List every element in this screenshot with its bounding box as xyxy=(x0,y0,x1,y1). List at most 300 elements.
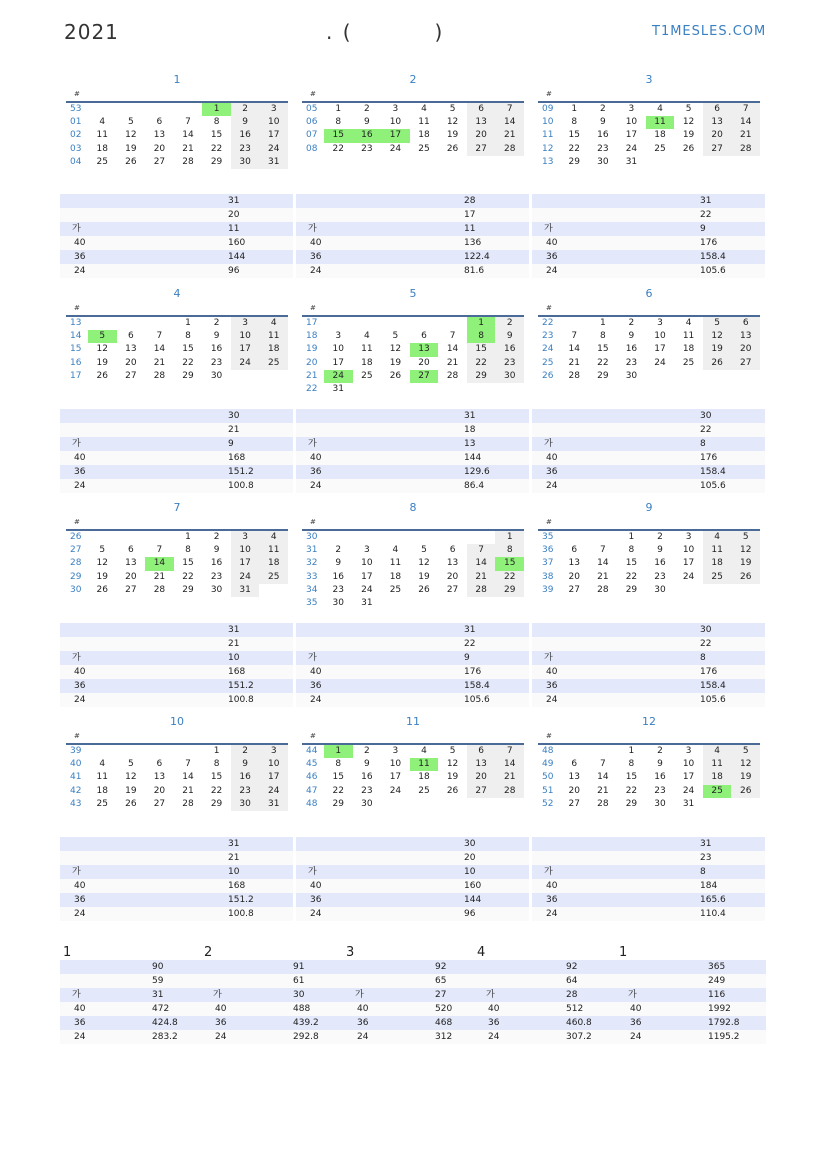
day-cell[interactable]: 5 xyxy=(731,531,760,544)
day-cell[interactable]: 12 xyxy=(731,544,760,557)
day-cell[interactable]: 16 xyxy=(210,558,223,569)
day-cell[interactable]: 24 xyxy=(231,571,260,584)
day-cell[interactable]: 20 xyxy=(418,357,430,368)
day-cell[interactable]: 12 xyxy=(96,558,108,569)
day-cell[interactable]: 29 xyxy=(210,798,223,809)
day-cell[interactable]: 8 xyxy=(495,544,524,557)
day-cell[interactable]: 24 xyxy=(389,143,402,154)
day-cell[interactable]: 16 xyxy=(361,772,373,783)
day-cell[interactable]: 7 xyxy=(467,544,496,557)
day-cell[interactable]: 13 xyxy=(731,330,760,343)
day-cell[interactable]: 3 xyxy=(259,745,288,758)
day-cell[interactable]: 10 xyxy=(654,331,666,342)
day-cell[interactable]: 10 xyxy=(682,759,695,770)
day-cell[interactable]: 13 xyxy=(568,772,580,783)
day-cell[interactable]: 22 xyxy=(625,571,638,582)
day-cell[interactable]: 22 xyxy=(495,571,524,584)
day-cell[interactable]: 16 xyxy=(495,343,524,356)
day-cell[interactable]: 17 xyxy=(361,571,373,582)
day-cell[interactable]: 2 xyxy=(363,746,370,756)
day-cell[interactable]: 22 xyxy=(210,143,223,154)
day-cell[interactable]: 5 xyxy=(127,759,134,770)
day-cell[interactable]: 21 xyxy=(153,357,166,368)
day-cell[interactable]: 3 xyxy=(259,103,288,116)
day-cell[interactable]: 27 xyxy=(568,584,580,595)
day-cell[interactable]: 6 xyxy=(571,545,578,556)
day-cell[interactable]: 1 xyxy=(599,318,606,328)
day-cell[interactable]: 6 xyxy=(467,103,496,116)
day-cell[interactable]: 21 xyxy=(495,771,524,784)
day-cell[interactable]: 27 xyxy=(153,798,166,809)
day-cell[interactable]: 19 xyxy=(446,772,459,783)
day-cell[interactable]: 5 xyxy=(127,117,134,128)
day-cell[interactable]: 25 xyxy=(259,571,288,584)
day-cell[interactable]: 18 xyxy=(96,143,108,154)
day-cell[interactable]: 17 xyxy=(682,558,695,569)
day-cell[interactable]: 19 xyxy=(731,771,760,784)
day-cell[interactable]: 21 xyxy=(467,571,496,584)
day-cell[interactable]: 13 xyxy=(410,343,439,356)
day-cell[interactable]: 18 xyxy=(259,557,288,570)
day-cell[interactable]: 3 xyxy=(392,746,399,756)
day-cell[interactable]: 23 xyxy=(361,143,373,154)
day-cell[interactable]: 21 xyxy=(153,571,166,582)
day-cell[interactable]: 22 xyxy=(467,357,496,370)
day-cell[interactable]: 7 xyxy=(156,331,163,342)
day-cell[interactable]: 14 xyxy=(182,772,194,783)
day-cell[interactable]: 4 xyxy=(259,317,288,330)
day-cell[interactable]: 11 xyxy=(96,772,108,783)
day-cell[interactable]: 25 xyxy=(703,785,732,798)
day-cell[interactable]: 22 xyxy=(625,785,638,796)
day-cell[interactable]: 7 xyxy=(495,103,524,116)
day-cell[interactable]: 16 xyxy=(332,571,344,582)
day-cell[interactable]: 18 xyxy=(259,343,288,356)
day-cell[interactable]: 26 xyxy=(446,785,459,796)
day-cell[interactable]: 10 xyxy=(231,544,260,557)
day-cell[interactable]: 25 xyxy=(703,571,732,584)
day-cell[interactable]: 16 xyxy=(654,558,666,569)
day-cell[interactable]: 24 xyxy=(259,143,288,156)
day-cell[interactable]: 24 xyxy=(389,785,402,796)
day-cell[interactable]: 7 xyxy=(495,745,524,758)
day-cell[interactable]: 13 xyxy=(153,772,166,783)
day-cell[interactable]: 22 xyxy=(182,571,194,582)
day-cell[interactable]: 29 xyxy=(182,584,194,595)
day-cell[interactable]: 3 xyxy=(231,317,260,330)
day-cell[interactable]: 1 xyxy=(335,104,342,114)
day-cell[interactable]: 26 xyxy=(389,370,402,381)
day-cell[interactable]: 3 xyxy=(685,746,692,756)
day-cell[interactable]: 1 xyxy=(467,317,496,330)
day-cell[interactable]: 26 xyxy=(731,785,760,798)
day-cell[interactable]: 14 xyxy=(597,558,609,569)
day-cell[interactable]: 14 xyxy=(182,130,194,141)
day-cell[interactable]: 9 xyxy=(495,330,524,343)
day-cell[interactable]: 5 xyxy=(449,104,456,114)
day-cell[interactable]: 31 xyxy=(332,383,344,394)
day-cell[interactable]: 9 xyxy=(335,558,342,569)
day-cell[interactable]: 31 xyxy=(625,156,638,167)
day-cell[interactable]: 8 xyxy=(628,759,635,770)
day-cell[interactable]: 8 xyxy=(185,331,191,342)
day-cell[interactable]: 16 xyxy=(231,771,260,784)
day-cell[interactable]: 20 xyxy=(153,143,166,154)
day-cell[interactable]: 23 xyxy=(597,143,609,154)
day-cell[interactable]: 8 xyxy=(185,545,191,556)
day-cell[interactable]: 1 xyxy=(202,103,231,116)
day-cell[interactable]: 10 xyxy=(361,558,373,569)
day-cell[interactable]: 2 xyxy=(335,545,342,556)
day-cell[interactable]: 28 xyxy=(495,143,524,156)
day-cell[interactable]: 25 xyxy=(389,584,402,595)
day-cell[interactable]: 5 xyxy=(731,745,760,758)
day-cell[interactable]: 2 xyxy=(599,104,606,114)
day-cell[interactable]: 17 xyxy=(625,130,638,141)
day-cell[interactable]: 14 xyxy=(145,557,174,570)
day-cell[interactable]: 13 xyxy=(568,558,580,569)
day-cell[interactable]: 2 xyxy=(657,532,663,542)
day-cell[interactable]: 21 xyxy=(568,357,580,368)
day-cell[interactable]: 28 xyxy=(467,584,496,597)
day-cell[interactable]: 8 xyxy=(599,331,606,342)
day-cell[interactable]: 12 xyxy=(389,344,402,355)
day-cell[interactable]: 11 xyxy=(96,130,108,141)
day-cell[interactable]: 30 xyxy=(495,370,524,383)
day-cell[interactable]: 15 xyxy=(210,130,223,141)
day-cell[interactable]: 7 xyxy=(185,759,191,770)
day-cell[interactable]: 14 xyxy=(467,557,496,570)
day-cell[interactable]: 17 xyxy=(381,129,410,142)
day-cell[interactable]: 14 xyxy=(597,772,609,783)
day-cell[interactable]: 31 xyxy=(259,156,288,169)
day-cell[interactable]: 18 xyxy=(96,785,108,796)
day-cell[interactable]: 13 xyxy=(125,344,137,355)
day-cell[interactable]: 22 xyxy=(210,785,223,796)
day-cell[interactable]: 15 xyxy=(467,343,496,356)
day-cell[interactable]: 28 xyxy=(597,584,609,595)
day-cell[interactable]: 17 xyxy=(682,772,695,783)
day-cell[interactable]: 18 xyxy=(418,130,430,141)
day-cell[interactable]: 3 xyxy=(335,331,342,342)
day-cell[interactable]: 19 xyxy=(389,357,402,368)
day-cell[interactable]: 1 xyxy=(571,104,578,114)
day-cell[interactable]: 21 xyxy=(597,785,609,796)
day-cell[interactable]: 17 xyxy=(231,343,260,356)
day-cell[interactable]: 24 xyxy=(231,357,260,370)
day-cell[interactable]: 19 xyxy=(446,130,459,141)
day-cell[interactable]: 9 xyxy=(213,331,220,342)
day-cell[interactable]: 26 xyxy=(125,798,137,809)
day-cell[interactable]: 21 xyxy=(597,571,609,582)
day-cell[interactable]: 12 xyxy=(682,117,695,128)
day-cell[interactable]: 4 xyxy=(259,531,288,544)
day-cell[interactable]: 23 xyxy=(210,357,223,368)
day-cell[interactable]: 15 xyxy=(625,772,638,783)
day-cell[interactable]: 20 xyxy=(125,357,137,368)
day-cell[interactable]: 16 xyxy=(597,130,609,141)
day-cell[interactable]: 10 xyxy=(259,116,288,129)
day-cell[interactable]: 27 xyxy=(125,370,137,381)
day-cell[interactable]: 27 xyxy=(467,143,496,156)
day-cell[interactable]: 29 xyxy=(625,798,638,809)
day-cell[interactable]: 26 xyxy=(682,143,695,154)
day-cell[interactable]: 9 xyxy=(213,545,220,556)
day-cell[interactable]: 18 xyxy=(389,571,402,582)
day-cell[interactable]: 30 xyxy=(361,798,373,809)
day-cell[interactable]: 3 xyxy=(628,104,635,114)
day-cell[interactable]: 4 xyxy=(703,745,732,758)
day-cell[interactable]: 2 xyxy=(231,103,260,116)
day-cell[interactable]: 27 xyxy=(731,357,760,370)
day-cell[interactable]: 29 xyxy=(210,156,223,167)
day-cell[interactable]: 18 xyxy=(418,772,430,783)
day-cell[interactable]: 4 xyxy=(99,117,106,128)
day-cell[interactable]: 11 xyxy=(389,558,402,569)
day-cell[interactable]: 23 xyxy=(654,571,666,582)
day-cell[interactable]: 8 xyxy=(213,117,220,128)
day-cell[interactable]: 31 xyxy=(361,597,373,608)
day-cell[interactable]: 3 xyxy=(685,532,692,542)
day-cell[interactable]: 23 xyxy=(654,785,666,796)
day-cell[interactable]: 12 xyxy=(125,130,137,141)
day-cell[interactable]: 4 xyxy=(421,746,427,756)
day-cell[interactable]: 28 xyxy=(597,798,609,809)
day-cell[interactable]: 2 xyxy=(628,318,635,328)
day-cell[interactable]: 15 xyxy=(210,772,223,783)
day-cell[interactable]: 10 xyxy=(389,117,402,128)
day-cell[interactable]: 13 xyxy=(446,558,459,569)
day-cell[interactable]: 24 xyxy=(625,143,638,154)
day-cell[interactable]: 2 xyxy=(363,104,370,114)
day-cell[interactable]: 18 xyxy=(654,130,666,141)
day-cell[interactable]: 1 xyxy=(324,745,353,758)
day-cell[interactable]: 6 xyxy=(156,117,163,128)
day-cell[interactable]: 18 xyxy=(361,357,373,368)
day-cell[interactable]: 19 xyxy=(125,143,137,154)
day-cell[interactable]: 21 xyxy=(182,143,194,154)
day-cell[interactable]: 19 xyxy=(418,571,430,582)
day-cell[interactable]: 16 xyxy=(625,344,638,355)
day-cell[interactable]: 4 xyxy=(685,318,692,328)
day-cell[interactable]: 6 xyxy=(127,331,134,342)
day-cell[interactable]: 11 xyxy=(259,330,288,343)
day-cell[interactable]: 18 xyxy=(703,771,732,784)
day-cell[interactable]: 15 xyxy=(625,558,638,569)
day-cell[interactable]: 17 xyxy=(332,357,344,368)
day-cell[interactable]: 20 xyxy=(731,343,760,356)
day-cell[interactable]: 29 xyxy=(332,798,344,809)
day-cell[interactable]: 15 xyxy=(332,772,344,783)
day-cell[interactable]: 27 xyxy=(703,143,732,156)
day-cell[interactable]: 31 xyxy=(682,798,695,809)
day-cell[interactable]: 29 xyxy=(625,584,638,595)
day-cell[interactable]: 20 xyxy=(125,571,137,582)
day-cell[interactable]: 19 xyxy=(703,343,732,356)
day-cell[interactable]: 15 xyxy=(597,344,609,355)
day-cell[interactable]: 23 xyxy=(625,357,638,368)
day-cell[interactable]: 27 xyxy=(568,798,580,809)
day-cell[interactable]: 28 xyxy=(182,156,194,167)
day-cell[interactable]: 24 xyxy=(682,571,695,582)
day-cell[interactable]: 27 xyxy=(410,370,439,383)
day-cell[interactable]: 7 xyxy=(571,331,578,342)
day-cell[interactable]: 9 xyxy=(231,116,260,129)
day-cell[interactable]: 26 xyxy=(125,156,137,167)
day-cell[interactable]: 12 xyxy=(703,330,732,343)
day-cell[interactable]: 22 xyxy=(597,357,609,368)
day-cell[interactable]: 11 xyxy=(259,544,288,557)
day-cell[interactable]: 25 xyxy=(96,156,108,167)
day-cell[interactable]: 1 xyxy=(628,532,635,542)
day-cell[interactable]: 28 xyxy=(182,798,194,809)
site-logo[interactable]: T1MESLES.COM xyxy=(652,24,767,39)
day-cell[interactable]: 4 xyxy=(392,545,399,556)
day-cell[interactable]: 11 xyxy=(361,344,373,355)
day-cell[interactable]: 25 xyxy=(654,143,666,154)
day-cell[interactable]: 4 xyxy=(99,759,106,770)
day-cell[interactable]: 2 xyxy=(213,318,220,328)
day-cell[interactable]: 20 xyxy=(568,785,580,796)
day-cell[interactable]: 12 xyxy=(446,759,459,770)
day-cell[interactable]: 16 xyxy=(210,344,223,355)
day-cell[interactable]: 31 xyxy=(259,798,288,811)
day-cell[interactable]: 5 xyxy=(703,317,732,330)
day-cell[interactable]: 9 xyxy=(363,759,370,770)
day-cell[interactable]: 22 xyxy=(332,143,344,154)
day-cell[interactable]: 14 xyxy=(731,116,760,129)
day-cell[interactable]: 11 xyxy=(418,117,430,128)
day-cell[interactable]: 6 xyxy=(571,759,578,770)
day-cell[interactable]: 12 xyxy=(125,772,137,783)
day-cell[interactable]: 6 xyxy=(731,317,760,330)
day-cell[interactable]: 15 xyxy=(495,557,524,570)
day-cell[interactable]: 19 xyxy=(96,571,108,582)
day-cell[interactable]: 8 xyxy=(213,759,220,770)
day-cell[interactable]: 2 xyxy=(495,317,524,330)
day-cell[interactable]: 13 xyxy=(703,116,732,129)
day-cell[interactable]: 25 xyxy=(96,798,108,809)
day-cell[interactable]: 28 xyxy=(153,584,166,595)
day-cell[interactable]: 25 xyxy=(418,143,430,154)
day-cell[interactable]: 29 xyxy=(467,370,496,383)
day-cell[interactable]: 21 xyxy=(182,785,194,796)
day-cell[interactable]: 5 xyxy=(685,104,692,114)
day-cell[interactable]: 7 xyxy=(599,545,606,556)
day-cell[interactable]: 15 xyxy=(324,129,353,142)
day-cell[interactable]: 7 xyxy=(449,331,456,342)
day-cell[interactable]: 27 xyxy=(153,156,166,167)
day-cell[interactable]: 14 xyxy=(153,344,166,355)
day-cell[interactable]: 14 xyxy=(568,344,580,355)
day-cell[interactable]: 26 xyxy=(418,584,430,595)
day-cell[interactable]: 11 xyxy=(703,544,732,557)
day-cell[interactable]: 14 xyxy=(446,344,459,355)
day-cell[interactable]: 26 xyxy=(96,370,108,381)
day-cell[interactable]: 23 xyxy=(332,584,344,595)
day-cell[interactable]: 7 xyxy=(731,103,760,116)
day-cell[interactable]: 7 xyxy=(185,117,191,128)
day-cell[interactable]: 30 xyxy=(231,156,260,169)
day-cell[interactable]: 6 xyxy=(421,331,427,342)
day-cell[interactable]: 16 xyxy=(231,129,260,142)
day-cell[interactable]: 20 xyxy=(703,129,732,142)
day-cell[interactable]: 25 xyxy=(682,357,695,368)
day-cell[interactable]: 21 xyxy=(731,129,760,142)
day-cell[interactable]: 20 xyxy=(446,571,459,582)
day-cell[interactable]: 25 xyxy=(418,785,430,796)
day-cell[interactable]: 9 xyxy=(231,758,260,771)
day-cell[interactable]: 24 xyxy=(682,785,695,796)
day-cell[interactable]: 15 xyxy=(182,558,194,569)
day-cell[interactable]: 10 xyxy=(231,330,260,343)
day-cell[interactable]: 27 xyxy=(467,785,496,798)
day-cell[interactable]: 17 xyxy=(654,344,666,355)
day-cell[interactable]: 11 xyxy=(703,758,732,771)
day-cell[interactable]: 28 xyxy=(568,370,580,381)
day-cell[interactable]: 16 xyxy=(353,129,382,142)
day-cell[interactable]: 16 xyxy=(654,772,666,783)
day-cell[interactable]: 30 xyxy=(597,156,609,167)
day-cell[interactable]: 28 xyxy=(153,370,166,381)
day-cell[interactable]: 26 xyxy=(703,357,732,370)
day-cell[interactable]: 6 xyxy=(467,745,496,758)
day-cell[interactable]: 18 xyxy=(682,344,695,355)
day-cell[interactable]: 13 xyxy=(125,558,137,569)
day-cell[interactable]: 2 xyxy=(231,745,260,758)
day-cell[interactable]: 26 xyxy=(446,143,459,154)
day-cell[interactable]: 9 xyxy=(628,331,635,342)
day-cell[interactable]: 12 xyxy=(446,117,459,128)
day-cell[interactable]: 28 xyxy=(495,785,524,798)
day-cell[interactable]: 29 xyxy=(597,370,609,381)
day-cell[interactable]: 3 xyxy=(657,318,663,328)
day-cell[interactable]: 3 xyxy=(392,104,399,114)
day-cell[interactable]: 5 xyxy=(88,330,117,343)
day-cell[interactable]: 30 xyxy=(332,597,344,608)
day-cell[interactable]: 24 xyxy=(361,584,373,595)
day-cell[interactable]: 12 xyxy=(418,558,430,569)
day-cell[interactable]: 27 xyxy=(446,584,459,595)
day-cell[interactable]: 3 xyxy=(231,531,260,544)
day-cell[interactable]: 30 xyxy=(625,370,638,381)
day-cell[interactable]: 30 xyxy=(654,798,666,809)
day-cell[interactable]: 10 xyxy=(682,545,695,556)
day-cell[interactable]: 9 xyxy=(363,117,370,128)
day-cell[interactable]: 22 xyxy=(182,357,194,368)
day-cell[interactable]: 27 xyxy=(125,584,137,595)
day-cell[interactable]: 14 xyxy=(495,758,524,771)
day-cell[interactable]: 24 xyxy=(259,785,288,798)
day-cell[interactable]: 20 xyxy=(467,129,496,142)
day-cell[interactable]: 29 xyxy=(568,156,580,167)
day-cell[interactable]: 5 xyxy=(449,746,456,756)
day-cell[interactable]: 20 xyxy=(467,771,496,784)
day-cell[interactable]: 28 xyxy=(446,370,459,381)
day-cell[interactable]: 1 xyxy=(495,531,524,544)
day-cell[interactable]: 22 xyxy=(332,785,344,796)
day-cell[interactable]: 6 xyxy=(449,545,456,556)
day-cell[interactable]: 10 xyxy=(389,759,402,770)
day-cell[interactable]: 7 xyxy=(156,545,163,556)
day-cell[interactable]: 7 xyxy=(599,759,606,770)
day-cell[interactable]: 17 xyxy=(389,772,402,783)
day-cell[interactable]: 6 xyxy=(703,103,732,116)
day-cell[interactable]: 24 xyxy=(654,357,666,368)
day-cell[interactable]: 1 xyxy=(185,532,191,542)
day-cell[interactable]: 4 xyxy=(703,531,732,544)
day-cell[interactable]: 13 xyxy=(467,758,496,771)
